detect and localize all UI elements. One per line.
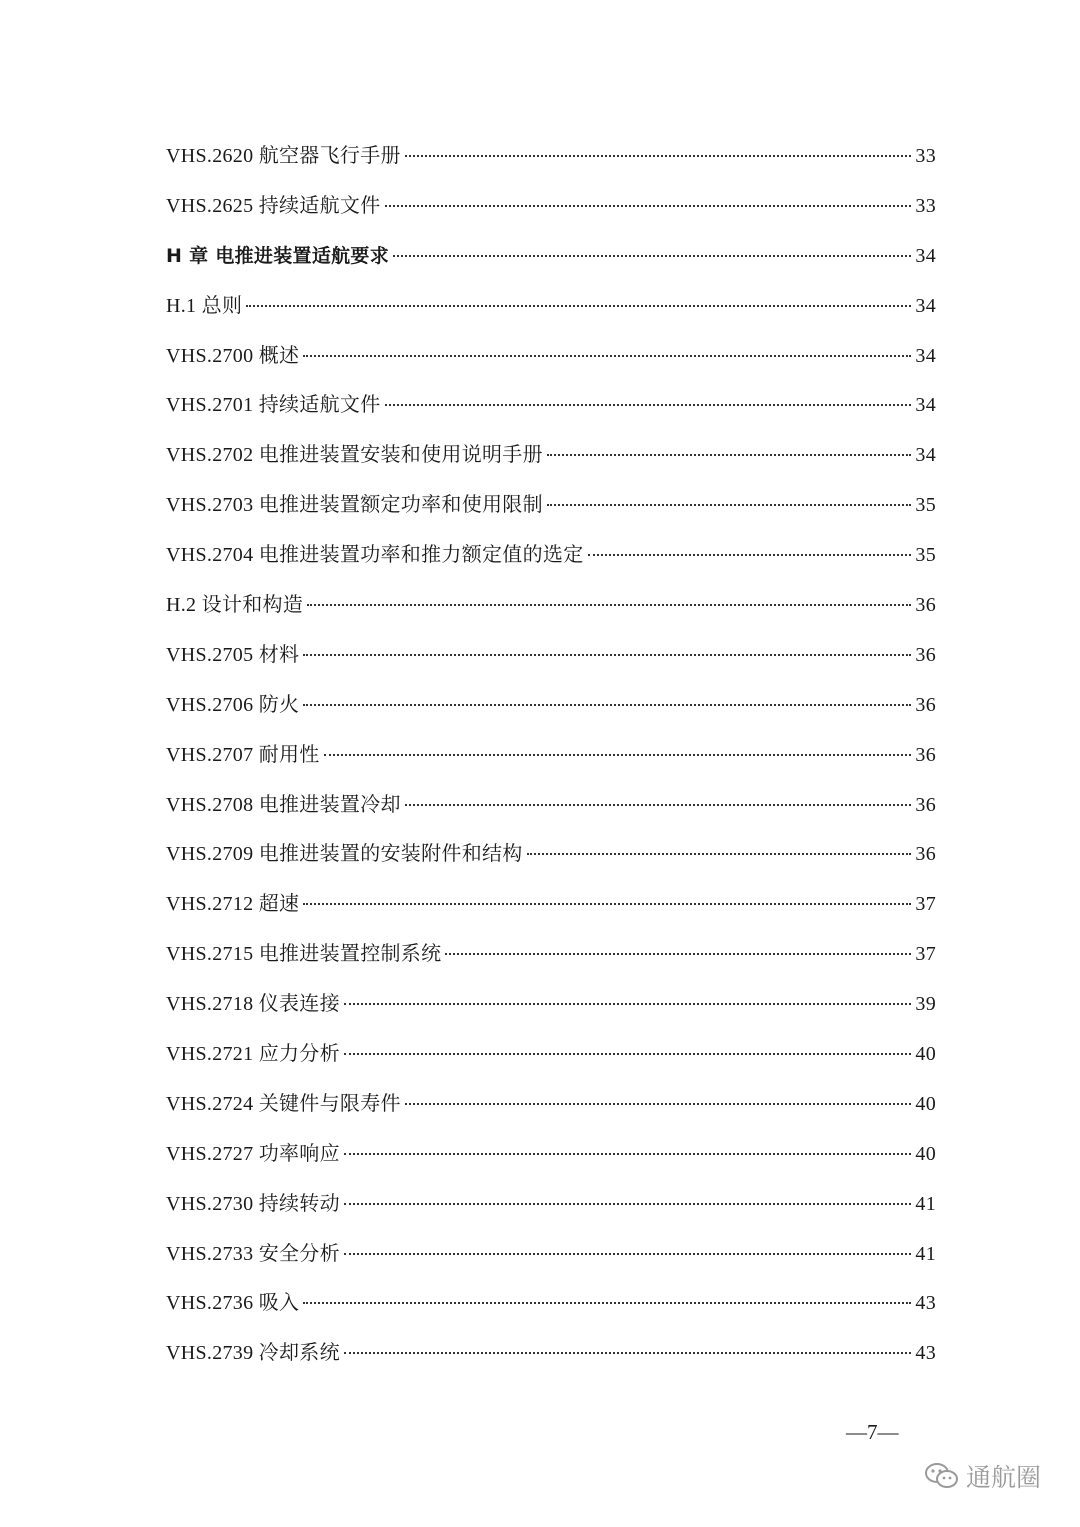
- toc-entry[interactable]: [166, 687, 936, 737]
- toc-dot-leader: [303, 654, 911, 656]
- toc-entry-page: 41: [915, 1192, 936, 1215]
- toc-entry[interactable]: [166, 238, 936, 288]
- toc-dot-leader: [344, 1253, 911, 1255]
- toc-entry[interactable]: [166, 737, 936, 787]
- toc-entry-page: 36: [915, 743, 936, 766]
- toc-entry-label: VHS.2715 电推进装置控制系统: [166, 943, 442, 966]
- toc-entry-label: VHS.2702 电推进装置安装和使用说明手册: [166, 444, 543, 467]
- toc-entry-page: 40: [915, 1142, 936, 1165]
- toc-entry-label: VHS.2739 冷却系统: [166, 1342, 340, 1365]
- toc-entry-page: 36: [915, 594, 936, 617]
- toc-entry[interactable]: [166, 437, 936, 487]
- toc-entry[interactable]: [166, 1186, 936, 1236]
- toc-dot-leader: [344, 1053, 911, 1055]
- toc-dot-leader: [344, 1203, 911, 1205]
- toc-dot-leader: [385, 404, 912, 406]
- watermark: [924, 1458, 1041, 1494]
- toc-entry[interactable]: [166, 836, 936, 886]
- toc-entry-label: VHS.2703 电推进装置额定功率和使用限制: [166, 494, 543, 517]
- toc-entry[interactable]: [166, 936, 936, 986]
- toc-dot-leader: [324, 754, 912, 756]
- toc-dot-leader: [303, 1302, 911, 1304]
- toc-dot-leader: [385, 205, 912, 207]
- toc-entry[interactable]: [166, 587, 936, 637]
- toc-dot-leader: [307, 604, 911, 606]
- toc-dot-leader: [344, 1153, 911, 1155]
- toc-dot-leader: [547, 454, 911, 456]
- toc-entry-page: 40: [915, 1043, 936, 1066]
- toc-entry[interactable]: [166, 288, 936, 338]
- toc-entry-label: VHS.2709 电推进装置的安装附件和结构: [166, 843, 523, 866]
- toc-dot-leader: [303, 903, 911, 905]
- toc-entry-page: 36: [915, 643, 936, 666]
- toc-entry[interactable]: [166, 487, 936, 537]
- toc-dot-leader: [344, 1003, 911, 1005]
- toc-entry-label: VHS.2706 防火: [166, 693, 300, 716]
- toc-entry-label: VHS.2700 概述: [166, 344, 300, 367]
- toc-entry-page: 33: [915, 194, 936, 217]
- toc-entry-label: VHS.2721 应力分析: [166, 1043, 340, 1066]
- toc-entry[interactable]: [166, 1036, 936, 1086]
- toc-entry-page: 37: [915, 943, 936, 966]
- toc-entry-label: VHS.2625 持续适航文件: [166, 194, 381, 217]
- toc-dot-leader: [303, 355, 911, 357]
- toc-entry[interactable]: [166, 188, 936, 238]
- toc-entry[interactable]: [166, 138, 936, 188]
- toc-dot-leader: [405, 804, 912, 806]
- toc-dot-leader: [445, 953, 911, 955]
- toc-entry-page: 36: [915, 843, 936, 866]
- toc-entry[interactable]: [166, 787, 936, 837]
- toc-entry-label: VHS.2701 持续适航文件: [166, 394, 381, 417]
- toc-entry-label: H.2 设计和构造: [166, 594, 304, 617]
- toc-entry[interactable]: [166, 1086, 936, 1136]
- toc-entry[interactable]: [166, 986, 936, 1036]
- toc-entry-label: VHS.2727 功率响应: [166, 1142, 340, 1165]
- toc-entry-label: VHS.2733 安全分析: [166, 1242, 340, 1265]
- toc-entry-page: 39: [915, 993, 936, 1016]
- toc-entry[interactable]: [166, 338, 936, 388]
- toc-dot-leader: [246, 305, 911, 307]
- toc-dot-leader: [303, 704, 911, 706]
- toc-entry-label: VHS.2712 超速: [166, 893, 300, 916]
- toc-entry[interactable]: [166, 1335, 936, 1385]
- toc-dot-leader: [405, 1103, 912, 1105]
- toc-entry-label: VHS.2724 关键件与限寿件: [166, 1092, 401, 1115]
- toc-entry-page: 33: [915, 145, 936, 167]
- toc-entry-page: 36: [915, 693, 936, 716]
- toc-dot-leader: [393, 255, 911, 257]
- toc-entry-page: 43: [915, 1292, 936, 1315]
- toc-entry-page: 34: [915, 244, 936, 267]
- toc-entry-page: 34: [915, 444, 936, 467]
- toc-entry-label: VHS.2704 电推进装置功率和推力额定值的选定: [166, 544, 584, 567]
- toc-entry-label: VHS.2736 吸入: [166, 1292, 300, 1315]
- toc-entry-label: VHS.2705 材料: [166, 643, 300, 666]
- toc-entry-page: 36: [915, 793, 936, 816]
- toc-entry-label: H 章 电推进装置适航要求: [166, 244, 390, 267]
- wechat-icon: [924, 1461, 960, 1491]
- watermark-text: 通航圈: [966, 1463, 1042, 1492]
- toc-entry-page: 37: [915, 893, 936, 916]
- toc-entry[interactable]: [166, 1285, 936, 1335]
- toc-entry-page: 35: [915, 544, 936, 567]
- toc-entry[interactable]: [166, 637, 936, 687]
- toc-dot-leader: [344, 1352, 911, 1354]
- toc-entry[interactable]: [166, 886, 936, 936]
- toc-entry-label: VHS.2707 耐用性: [166, 743, 320, 766]
- toc-entry-page: 41: [915, 1242, 936, 1265]
- toc-entry-page: 34: [915, 294, 936, 317]
- toc-entry-page: 34: [915, 344, 936, 367]
- toc-entry-page: 43: [915, 1342, 936, 1365]
- toc-entry-page: 34: [915, 394, 936, 417]
- toc-entry[interactable]: [166, 1236, 936, 1286]
- table-of-contents: [166, 138, 936, 1385]
- toc-entry-label: VHS.2620 航空器飞行手册: [166, 145, 401, 167]
- toc-entry[interactable]: [166, 537, 936, 587]
- toc-entry[interactable]: [166, 1136, 936, 1186]
- page-number: —7—: [846, 1420, 899, 1444]
- toc-entry-page: 40: [915, 1092, 936, 1115]
- toc-entry-label: VHS.2718 仪表连接: [166, 993, 340, 1016]
- toc-entry-label: H.1 总则: [166, 294, 243, 317]
- toc-entry-label: VHS.2730 持续转动: [166, 1192, 340, 1215]
- toc-dot-leader: [527, 853, 912, 855]
- toc-dot-leader: [405, 155, 912, 157]
- toc-entry-label: VHS.2708 电推进装置冷却: [166, 793, 401, 816]
- toc-entry-page: 35: [915, 494, 936, 517]
- toc-entry[interactable]: [166, 387, 936, 437]
- toc-dot-leader: [588, 554, 912, 556]
- toc-dot-leader: [547, 504, 911, 506]
